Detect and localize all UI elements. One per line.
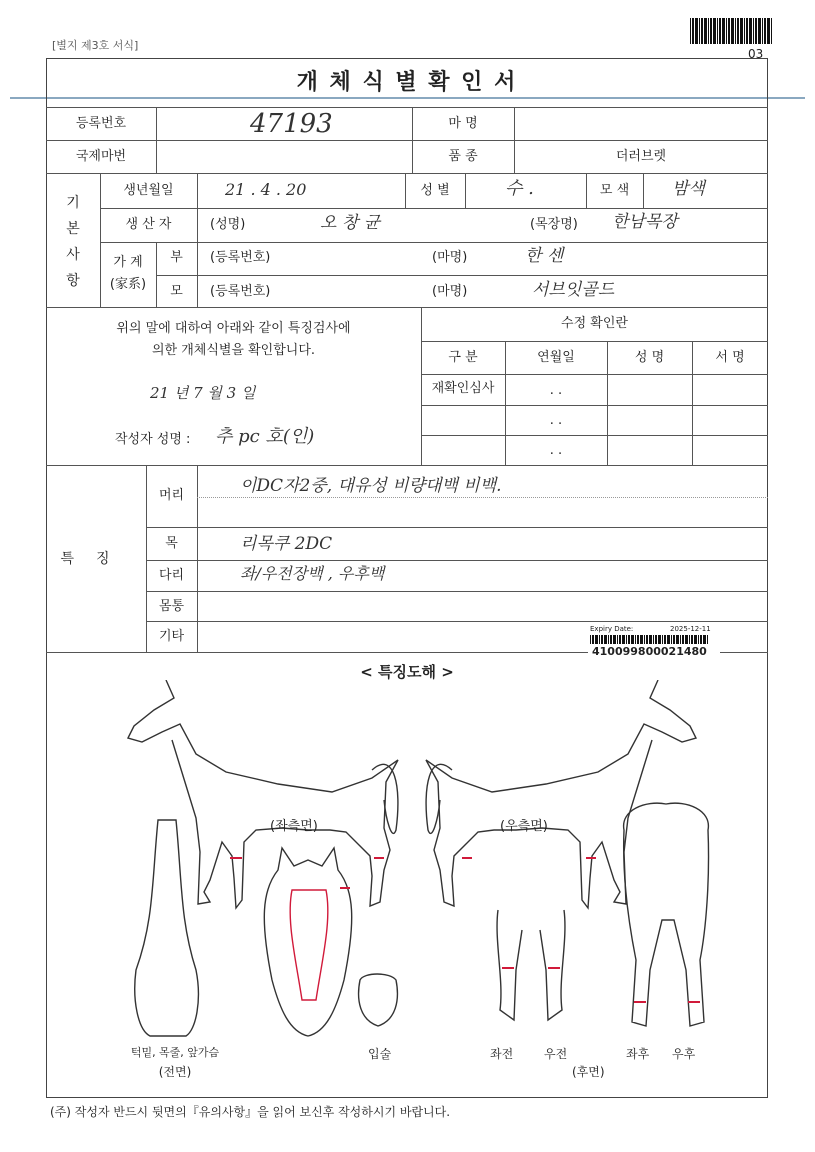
other-label: 기타 [158, 629, 185, 644]
barcode-bar [662, 635, 663, 644]
dam-name-value: 서브잇골드 [532, 280, 615, 300]
barcode-bar [713, 18, 716, 44]
barcode-bar [735, 18, 736, 44]
front-sub: (전면) [158, 1065, 192, 1079]
barcode-bar [755, 18, 757, 44]
expiry-value: 2025-12-11 [670, 625, 711, 633]
page-code: 03 [748, 47, 764, 61]
row-date: . . [549, 383, 563, 398]
marking-strokes [230, 858, 700, 1002]
sire-label: 부 [170, 250, 183, 265]
divider [100, 242, 768, 243]
barcode-bar [622, 635, 625, 644]
barcode-bar [767, 18, 770, 44]
sire-reg-label: (등록번호) [210, 250, 271, 265]
barcode-bar [753, 18, 754, 44]
barcode-bar [667, 635, 670, 644]
lineage-label [100, 252, 156, 296]
barcode-bar [676, 635, 679, 644]
producer-name-label: (성명) [210, 217, 246, 232]
rear-label: (후면) [572, 1065, 605, 1079]
divider [197, 465, 198, 652]
barcode-bar [628, 635, 630, 644]
correction-title: 수정 확인란 [561, 316, 628, 331]
barcode-bar [608, 635, 609, 644]
barcode-bar [746, 18, 748, 44]
barcode-bar [719, 18, 721, 44]
divider [146, 560, 768, 561]
feature-char: 특 [60, 551, 96, 567]
divider [146, 621, 768, 622]
divider [197, 242, 198, 307]
row-type: 재확인심사 [431, 381, 495, 396]
barcode-bar [692, 18, 694, 44]
basic-section-label [46, 190, 100, 294]
lineage-text: 가 계 [113, 255, 143, 270]
col-sign: 서 명 [715, 350, 745, 365]
reg-no-label: 등록번호 [75, 116, 127, 131]
legs-value: 좌/우전장백 , 우후백 [240, 564, 385, 583]
form-label: [별지 제3호 서식] [52, 39, 139, 52]
sire-name-value: 한 센 [525, 246, 564, 266]
breed-value: 더러브렛 [615, 149, 667, 164]
horse-lips [359, 974, 398, 1026]
barcode-bar [653, 635, 654, 644]
dam-reg-label: (등록번호) [210, 284, 271, 299]
front-label: 턱밑, 목줄, 앞가슴 [130, 1046, 220, 1059]
divider [46, 307, 768, 308]
col-date: 연월일 [537, 350, 575, 365]
page-title: 개 체 식 별 확 인 서 [296, 70, 518, 95]
right-side-label: (우측면) [500, 819, 548, 834]
barcode-bar [626, 635, 627, 644]
fore-right-label: 우전 [544, 1047, 568, 1061]
horse-right-side [426, 680, 696, 908]
barcode-bar [726, 18, 727, 44]
divider [156, 275, 768, 276]
chip-barcode [590, 635, 709, 644]
barcode-bar [694, 635, 697, 644]
barcode-bar [664, 635, 666, 644]
left-side-label: (좌측면) [270, 819, 318, 834]
dam-label: 모 [170, 284, 183, 299]
barcode-bar [604, 635, 607, 644]
horse-front-neck [135, 820, 199, 1036]
barcode-bar [592, 635, 594, 644]
col-name: 성 명 [634, 350, 665, 365]
divider [421, 374, 768, 375]
row-date: . . [549, 413, 563, 428]
chip-sticker [588, 626, 720, 658]
breed-label: 품 종 [448, 149, 478, 164]
basic-char: 본 [66, 221, 80, 237]
lineage-sub: (家系) [109, 277, 147, 292]
top-barcode [690, 18, 773, 44]
neck-value: 리목쿠 2DC [240, 534, 333, 554]
divider [197, 497, 768, 498]
legs-label: 다리 [158, 568, 185, 583]
barcode-bar [640, 635, 643, 644]
neck-label: 목 [165, 536, 178, 551]
dam-name-label: (마명) [432, 284, 468, 299]
feature-char: 징 [96, 551, 132, 567]
reg-no-value: 47193 [250, 109, 333, 139]
producer-label: 생 산 자 [125, 217, 172, 232]
intl-no-label: 국제마번 [75, 149, 127, 164]
barcode-bar [731, 18, 734, 44]
footer-note: (주) 작성자 반드시 뒷면의『유의사항』을 읽어 보신후 작성하시기 바랍니다. [50, 1105, 451, 1119]
horse-name-label: 마 명 [448, 116, 478, 131]
barcode-bar [649, 635, 652, 644]
barcode-bar [764, 18, 766, 44]
horse-left-side [128, 680, 398, 908]
barcode-bar [737, 18, 739, 44]
head-value: 이DC자2중, 대유성 비량대백 비백. [240, 476, 502, 496]
sex-value: 수 . [505, 178, 534, 199]
barcode-bar [703, 635, 706, 644]
barcode-bar [637, 635, 639, 644]
color-label: 모 색 [599, 183, 630, 198]
barcode-bar [619, 635, 621, 644]
barcode-bar [599, 635, 600, 644]
head-label: 머리 [158, 488, 185, 503]
statement-line2: 의한 개체식별을 확인합니다. [151, 343, 316, 358]
fore-left-label: 좌전 [490, 1047, 514, 1061]
statement-line1: 위의 말에 대하여 아래와 같이 특징검사에 [116, 321, 351, 336]
birth-label: 생년월일 [123, 183, 174, 198]
divider [146, 527, 768, 528]
barcode-bar [631, 635, 634, 644]
barcode-bar [646, 635, 648, 644]
barcode-bar [701, 18, 703, 44]
producer-name-value: 오 창 균 [320, 213, 381, 233]
horse-rear-view [624, 803, 709, 1026]
sex-label: 성 별 [420, 183, 450, 198]
color-value: 밤색 [672, 179, 705, 199]
divider [421, 405, 768, 406]
barcode-bar [682, 635, 684, 644]
lips-label: 입술 [368, 1047, 392, 1061]
barcode-bar [689, 635, 690, 644]
birth-value: 21 . 4 . 20 [225, 180, 307, 199]
confirm-date: 21 년 7 월 3 일 [150, 384, 256, 402]
barcode-bar [698, 635, 699, 644]
barcode-bar [704, 18, 707, 44]
chip-number: 410099800021480 [592, 645, 707, 658]
basic-char: 항 [66, 273, 80, 289]
body-label: 몸통 [158, 599, 185, 614]
barcode-bar [758, 18, 761, 44]
barcode-bar [673, 635, 675, 644]
horse-head-front [264, 848, 351, 1036]
barcode-bar [728, 18, 730, 44]
barcode-bar [658, 635, 661, 644]
horse-front-legs [497, 910, 565, 1020]
barcode-bar [613, 635, 616, 644]
divider [46, 140, 768, 141]
divider [643, 173, 644, 208]
barcode-bar [744, 18, 745, 44]
barcode-bar [699, 18, 700, 44]
ranch-value: 한남목장 [612, 212, 678, 232]
divider [465, 173, 466, 208]
divider [156, 107, 157, 173]
barcode-bar [691, 635, 693, 644]
barcode-bar [635, 635, 636, 644]
barcode-bar [655, 635, 657, 644]
barcode-bar [749, 18, 752, 44]
barcode-bar [710, 18, 712, 44]
expiry-label: Expiry Date: [590, 625, 634, 633]
divider [146, 591, 768, 592]
diagram-title: < 특징도해 > [360, 663, 454, 681]
barcode-bar [685, 635, 688, 644]
barcode-bar [644, 635, 645, 644]
divider [514, 107, 515, 173]
divider [46, 465, 768, 466]
divider [421, 341, 768, 342]
barcode-bar [590, 635, 591, 644]
author-label: 작성자 성명 : [115, 432, 191, 447]
barcode-bar [690, 18, 691, 44]
basic-char: 사 [66, 247, 80, 263]
divider [197, 173, 198, 242]
barcode-bar [717, 18, 718, 44]
barcode-bar [722, 18, 725, 44]
row-date: . . [549, 443, 563, 458]
barcode-bar [771, 18, 772, 44]
barcode-bar [595, 635, 598, 644]
barcode-bar [695, 18, 698, 44]
barcode-bar [762, 18, 763, 44]
horse-diagram [46, 680, 768, 1090]
barcode-bar [601, 635, 603, 644]
features-section-label [46, 548, 146, 568]
barcode-bar [700, 635, 702, 644]
barcode-bar [740, 18, 743, 44]
ranch-label: (목장명) [530, 217, 578, 232]
barcode-bar [610, 635, 612, 644]
divider [46, 173, 768, 174]
col-type: 구 분 [448, 350, 478, 365]
divider [46, 107, 768, 108]
barcode-bar [617, 635, 618, 644]
barcode-bar [680, 635, 681, 644]
sire-name-label: (마명) [432, 250, 468, 265]
basic-char: 기 [66, 195, 80, 211]
barcode-bar [671, 635, 672, 644]
divider [421, 435, 768, 436]
author-value: 추 pc 호(인) [215, 426, 315, 447]
divider [100, 208, 768, 209]
barcode-bar [708, 18, 709, 44]
hind-left-label: 좌후 [626, 1047, 650, 1061]
barcode-bar [707, 635, 708, 644]
hind-right-label: 우후 [672, 1047, 696, 1061]
